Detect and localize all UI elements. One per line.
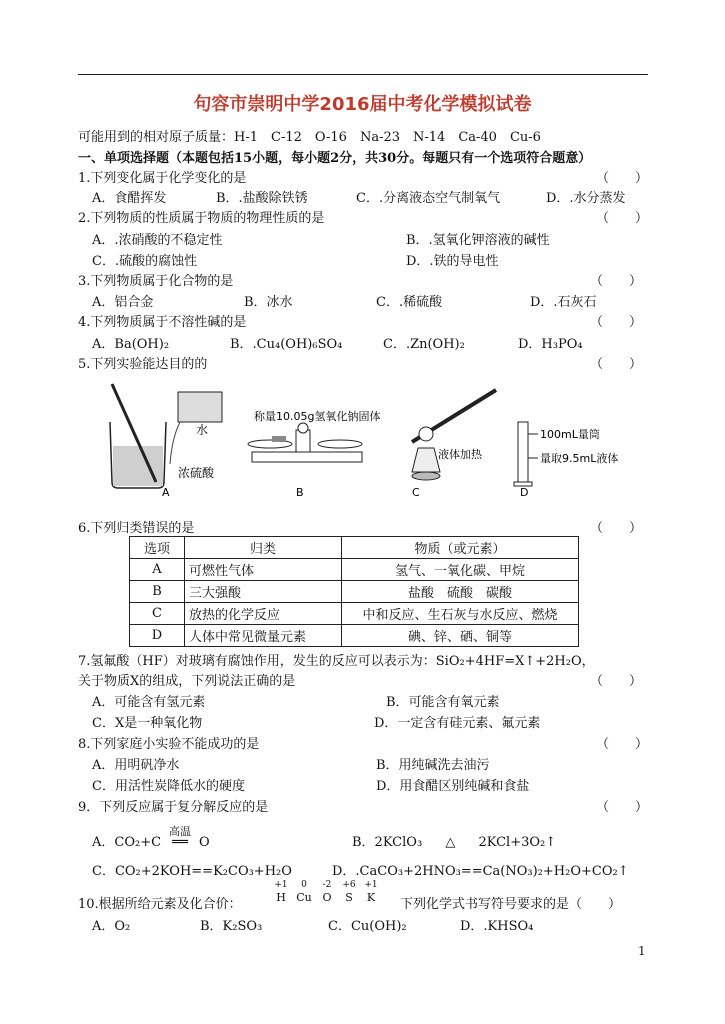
q10-valences: +1 H 0 Cu -2 O +6 S +1 K <box>274 880 378 904</box>
table-row <box>130 603 579 625</box>
q6-answer-blank[interactable]: （ ） <box>590 521 643 536</box>
q6-table <box>129 536 579 647</box>
q5-water-label: 水 <box>196 423 209 437</box>
q2-answer-blank[interactable]: （ ） <box>596 211 649 226</box>
q3-option-d[interactable]: D．.石灰石 <box>530 295 597 310</box>
q3-stem: 3.下列物质属于化合物的是 <box>78 274 234 289</box>
q10-stem: 10.根据所给元素及化合价： <box>78 897 242 912</box>
q9-option-c[interactable]: C．CO₂+2KOH==K₂CO₃+H₂O <box>92 864 292 879</box>
table-cell: B <box>130 581 185 603</box>
q1-option-b[interactable]: B．.盐酸除铁锈 <box>216 191 308 206</box>
heat-triangle-icon: △ <box>445 835 456 850</box>
heating-c-icon <box>412 390 496 480</box>
q4-option-a[interactable]: A．Ba(OH)₂ <box>92 337 170 352</box>
page-title: 句容市崇明中学2016届中考化学模拟试卷 <box>193 94 532 115</box>
table-row <box>130 581 579 603</box>
q7-stem: 7.氢氟酸（HF）对玻璃有腐蚀作用，发生的反应可以表示为：SiO₂+4HF=X↑+2H₂O， <box>78 654 595 669</box>
balance-b-icon <box>248 423 362 462</box>
q7-option-a[interactable]: A．可能含有氢元素 <box>92 695 206 710</box>
q5-apparatus-figure <box>100 382 650 504</box>
table-cell: 三大强酸 <box>185 581 342 603</box>
q5-heat-label: 液体加热 <box>438 448 482 461</box>
q5-label-a: A <box>162 486 170 499</box>
q7-stem-2: 关于物质X的组成，下列说法正确的是 <box>78 674 296 689</box>
q1-stem: 1.下列变化属于化学变化的是 <box>78 171 247 186</box>
q2-option-b[interactable]: B．.氢氧化钾溶液的碱性 <box>406 233 550 248</box>
q3-option-c[interactable]: C．.稀硫酸 <box>376 295 443 310</box>
q9-option-b[interactable]: B．2KClO₃ △ 2KCl+3O₂↑ <box>352 835 557 850</box>
q4-option-c[interactable]: C．.Zn(OH)₂ <box>383 337 465 352</box>
q3-option-b[interactable]: B．冰水 <box>244 295 293 310</box>
q7-option-b[interactable]: B．可能含有氧元素 <box>386 695 500 710</box>
q3-option-a[interactable]: A．铝合金 <box>92 295 154 310</box>
section-heading: 一、单项选择题（本题包括15小题，每小题2分，共30分。每题只有一个选项符合题意） <box>78 151 592 166</box>
q7-answer-blank[interactable]: （ ） <box>590 674 643 689</box>
cylinder-d-icon <box>514 422 538 486</box>
q9-stem: 9．下列反应属于复分解反应的是 <box>78 800 269 815</box>
table-header-row <box>130 537 579 559</box>
q1-option-a[interactable]: A．食醋挥发 <box>92 191 167 206</box>
q10-option-d[interactable]: D．.KHSO₄ <box>460 919 534 934</box>
table-header: 归类 <box>185 537 342 559</box>
q2-option-d[interactable]: D．.铁的导电性 <box>406 254 499 269</box>
header-rule <box>78 74 648 75</box>
q9-condition: 高温 ══ <box>169 825 192 850</box>
q5-weigh-label: 称量10.05g氢氧化钠固体 <box>254 410 381 423</box>
q10-stem-tail: 下列化学式书写符号要求的是（ ） <box>400 897 622 912</box>
q4-answer-blank[interactable]: （ ） <box>590 315 643 330</box>
atomic-masses: 可能用到的相对原子质量：H-1 C-12 O-16 Na-23 N-14 Ca-40 Cu-6 <box>78 130 541 145</box>
table-cell: 人体中常见微量元素 <box>185 625 342 647</box>
q7-option-c[interactable]: C．X是一种氧化物 <box>92 716 203 731</box>
table-cell: D <box>130 625 185 647</box>
page-number: 1 <box>638 944 646 958</box>
q9-option-a[interactable]: A．CO₂+C 高温 ══ O <box>92 825 210 850</box>
q10-option-c[interactable]: C．Cu(OH)₂ <box>328 919 407 934</box>
table-cell: 盐酸 硫酸 碳酸 <box>342 581 579 603</box>
q3-answer-blank[interactable]: （ ） <box>590 274 643 289</box>
q9-option-d[interactable]: D．.CaCO₃+2HNO₃==Ca(NO₃)₂+H₂O+CO₂↑ <box>332 864 629 879</box>
q8-option-a[interactable]: A．用明矾净水 <box>92 758 180 773</box>
q9-answer-blank[interactable]: （ ） <box>596 800 649 815</box>
table-cell: C <box>130 603 185 625</box>
q1-option-d[interactable]: D．.水分蒸发 <box>546 191 626 206</box>
table-cell: 放热的化学反应 <box>185 603 342 625</box>
q8-stem: 8.下列家庭小实验不能成功的是 <box>78 737 260 752</box>
table-header: 选项 <box>130 537 185 559</box>
q4-stem: 4.下列物质属于不溶性碱的是 <box>78 315 247 330</box>
q7-option-d[interactable]: D．一定含有硅元素、氟元素 <box>374 716 541 731</box>
q10-option-b[interactable]: B．K₂SO₃ <box>200 919 263 934</box>
q4-option-d[interactable]: D．H₃PO₄ <box>518 337 583 352</box>
table-cell: 碘、锌、硒、铜等 <box>342 625 579 647</box>
q8-answer-blank[interactable]: （ ） <box>596 737 649 752</box>
table-cell: A <box>130 559 185 581</box>
q10-option-a[interactable]: A．O₂ <box>92 919 131 934</box>
q2-stem: 2.下列物质的性质属于物质的物理性质的是 <box>78 211 325 226</box>
q2-option-c[interactable]: C．.硫酸的腐蚀性 <box>92 254 198 269</box>
q5-answer-blank[interactable]: （ ） <box>590 357 643 372</box>
table-row <box>130 625 579 647</box>
q5-cylinder-label: 100mL量筒 <box>540 428 600 441</box>
table-cell: 中和反应、生石灰与水反应、燃烧 <box>342 603 579 625</box>
table-row <box>130 559 579 581</box>
q5-label-b: B <box>296 486 304 499</box>
q1-answer-blank[interactable]: （ ） <box>596 171 649 186</box>
q9-option-a-text: A．CO₂+C <box>92 835 162 850</box>
q4-option-b[interactable]: B．.Cu₄(OH)₆SO₄ <box>230 337 343 352</box>
q1-option-c[interactable]: C．.分离液态空气制氧气 <box>356 191 501 206</box>
q2-option-a[interactable]: A．.浓硝酸的不稳定性 <box>92 233 223 248</box>
q9-option-b-text: B．2KClO₃ <box>352 835 423 850</box>
table-cell: 氢气、一氧化碳、甲烷 <box>342 559 579 581</box>
q5-stem: 5.下列实验能达目的的 <box>78 357 208 372</box>
q8-option-d[interactable]: D．用食醋区别纯碱和食盐 <box>376 779 530 794</box>
q8-option-b[interactable]: B．用纯碱洗去油污 <box>376 758 490 773</box>
table-header: 物质（或元素） <box>342 537 579 559</box>
q5-label-d: D <box>520 486 529 499</box>
q6-stem: 6.下列归类错误的是 <box>78 521 195 536</box>
q5-acid-label: 浓硫酸 <box>178 466 215 480</box>
q5-measure-label: 量取9.5mL液体 <box>540 452 619 465</box>
q8-option-c[interactable]: C．用活性炭降低水的硬度 <box>92 779 245 794</box>
table-cell: 可燃性气体 <box>185 559 342 581</box>
q5-label-c: C <box>412 486 420 499</box>
